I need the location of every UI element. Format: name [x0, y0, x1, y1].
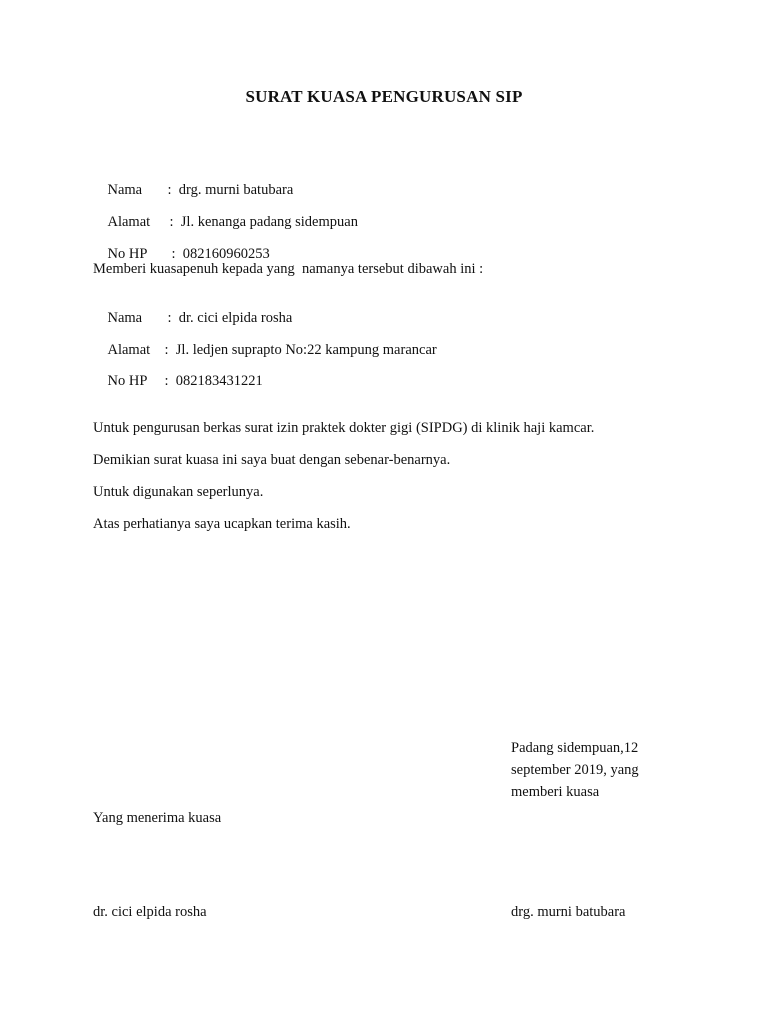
- place-date: Padang sidempuan,12 september 2019, yang memberi kuasa: [511, 740, 639, 800]
- grantor-name-label: Nama: [107, 182, 143, 198]
- closing-line-3: Atas perhatianya saya ucapkan terima kasih.: [93, 516, 351, 532]
- grantee-address-value: : Jl. ledjen suprapto No:22 kampung marancar: [164, 342, 437, 358]
- grantee-name-label: Nama: [107, 310, 143, 326]
- grantor-phone-label: No HP: [107, 246, 148, 262]
- closing-line-1: Demikian surat kuasa ini saya buat dengan sebenar-benarnya.: [93, 452, 451, 468]
- grantor-address-label: Alamat: [107, 214, 151, 230]
- document-title: SURAT KUASA PENGURUSAN SIP: [245, 87, 523, 106]
- closing-line-2: Untuk digunakan seperlunya.: [93, 484, 264, 500]
- signature-right-name: drg. murni batubara: [511, 904, 626, 920]
- grantee-phone-label: No HP: [107, 373, 148, 389]
- receiver-label: Yang menerima kuasa: [93, 810, 222, 826]
- grantor-address-value: : Jl. kenanga padang sidempuan: [169, 214, 358, 230]
- signature-left-name: dr. cici elpida rosha: [93, 904, 207, 920]
- grantee-phone-row: [93, 356, 263, 407]
- grantor-phone-value: : 082160960253: [171, 246, 270, 262]
- grantee-phone-value: : 082183431221: [164, 373, 263, 389]
- grantee-address-label: Alamat: [107, 342, 151, 358]
- grantor-name-value: : drg. murni batubara: [167, 182, 294, 198]
- purpose-paragraph: Untuk pengurusan berkas surat izin praktek dokter gigi (SIPDG) di klinik haji kamcar.: [93, 420, 595, 436]
- grant-statement: Memberi kuasapenuh kepada yang namanya tersebut dibawah ini :: [93, 261, 484, 277]
- grantee-name-value: : dr. cici elpida rosha: [167, 310, 293, 326]
